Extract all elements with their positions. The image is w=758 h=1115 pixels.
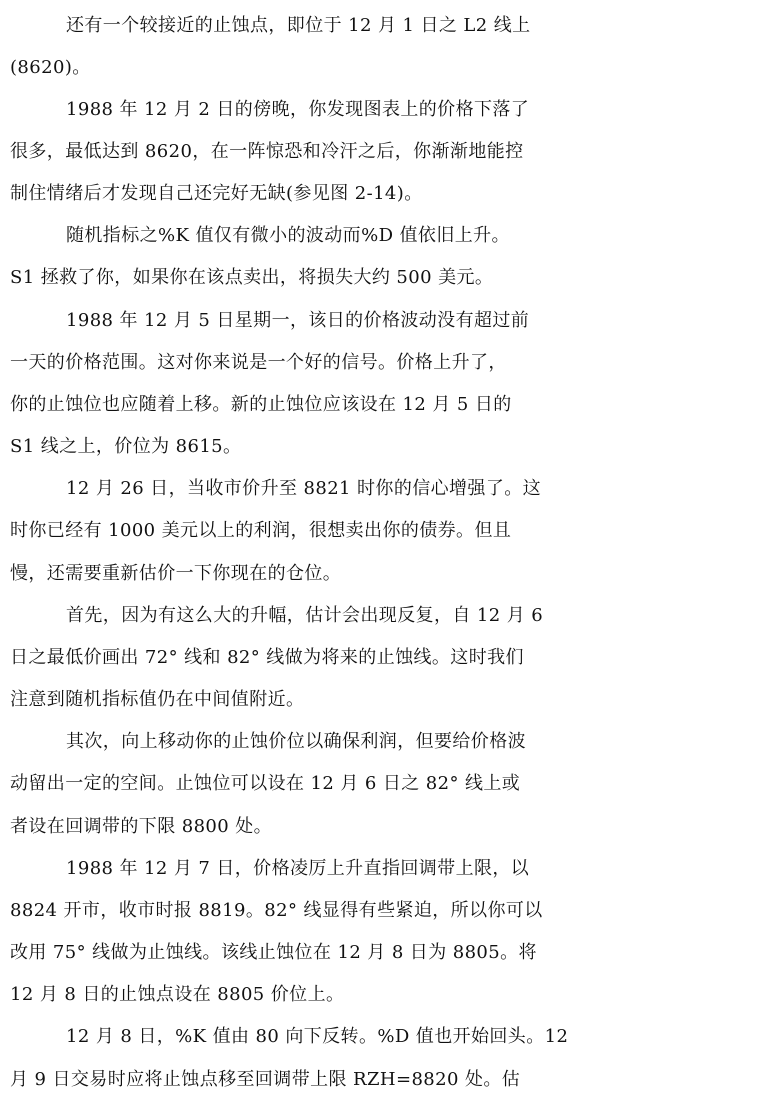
text-line: 日之最低价画出 72° 线和 82° 线做为将来的止蚀线。这时我们: [10, 647, 524, 668]
text-line: 12 月 26 日，当收市价升至 8821 时你的信心增强了。这: [66, 478, 542, 499]
text-line: 首先，因为有这么大的升幅，估计会出现反复，自 12 月 6: [66, 605, 544, 626]
text-line: 其次，向上移动你的止蚀价位以确保利润，但要给价格波: [66, 731, 526, 752]
text-line: 你的止蚀位也应随着上移。新的止蚀位应该设在 12 月 5 日的: [10, 394, 512, 415]
text-line: 8824 开市，收市时报 8819。82° 线显得有些紧迫，所以你可以: [10, 900, 543, 921]
text-line: 改用 75° 线做为止蚀线。该线止蚀位在 12 月 8 日为 8805。将: [10, 942, 537, 963]
text-line: 很多，最低达到 8620，在一阵惊恐和冷汗之后，你渐渐地能控: [10, 141, 524, 162]
text-line: (8620)。: [10, 57, 91, 78]
text-line: 1988 年 12 月 7 日，价格凌厉上升直指回调带上限，以: [66, 858, 530, 879]
text-line: 时你已经有 1000 美元以上的利润，很想卖出你的债券。但且: [10, 520, 512, 541]
text-line: 制住情绪后才发现自己还完好无缺(参见图 2-14)。: [10, 183, 423, 204]
text-line: S1 线之上，价位为 8615。: [10, 436, 242, 457]
text-line: 12 月 8 日的止蚀点设在 8805 价位上。: [10, 984, 345, 1005]
text-line: 慢，还需要重新估价一下你现在的仓位。: [10, 563, 342, 584]
text-line: 月 9 日交易时应将止蚀点移至回调带上限 RZH=8820 处。估: [10, 1069, 521, 1090]
text-line: 1988 年 12 月 2 日的傍晚，你发现图表上的价格下落了: [66, 99, 530, 120]
text-line: 12 月 8 日，%K 值由 80 向下反转。%D 值也开始回头。12: [66, 1026, 569, 1047]
text-line: 动留出一定的空间。止蚀位可以设在 12 月 6 日之 82° 线上或: [10, 773, 521, 794]
text-line: 还有一个较接近的止蚀点，即位于 12 月 1 日之 L2 线上: [66, 15, 531, 36]
text-line: 一天的价格范围。这对你来说是一个好的信号。价格上升了，: [10, 352, 507, 373]
text-line: 随机指标之%K 值仅有微小的波动而%D 值依旧上升。: [66, 225, 510, 246]
text-line: 1988 年 12 月 5 日星期一，该日的价格波动没有超过前: [66, 310, 530, 331]
text-line: S1 拯救了你，如果你在该点卖出，将损失大约 500 美元。: [10, 267, 494, 288]
text-line: 注意到随机指标值仍在中间值附近。: [10, 689, 305, 710]
text-line: 者设在回调带的下限 8800 处。: [10, 816, 273, 837]
